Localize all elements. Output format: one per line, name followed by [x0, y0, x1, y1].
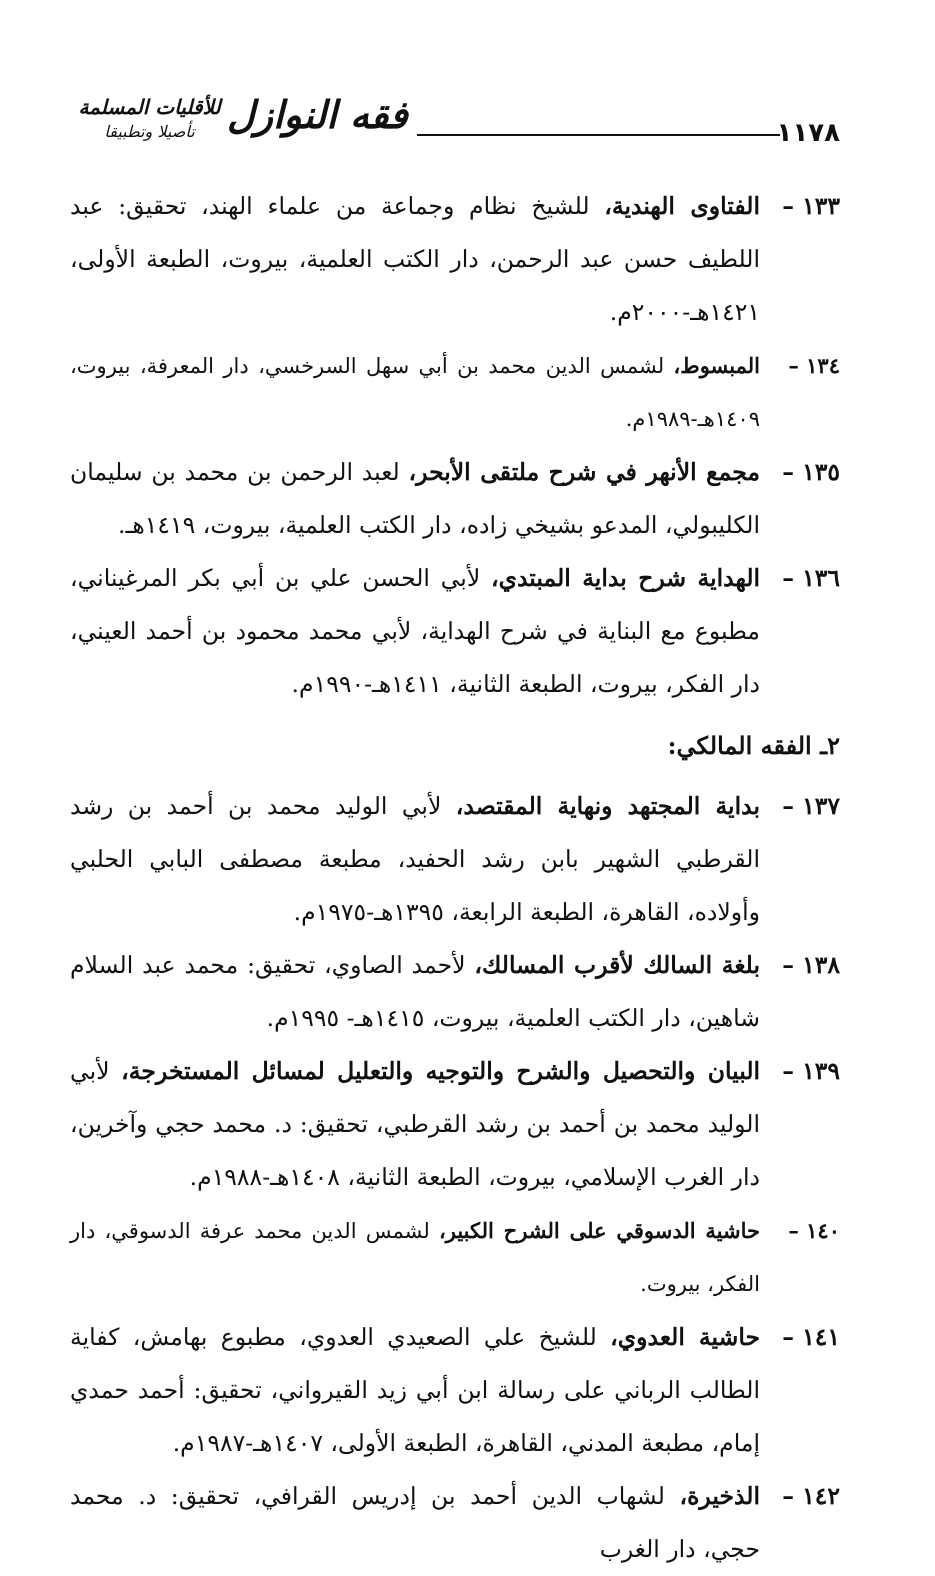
entry-number: ١٣٦ – [782, 564, 840, 592]
entry-text: للشيخ علي الصعيدي العدوي، مطبوع بهامش، كفاية الطالب الرباني على رسالة ابن أبي زيد القيرواني، تحقيق: أحمد حمدي إمام، مطبعة المدني، القاهرة، الطبعة الأولى، ١٤٠٧هـ-١٩٨٧م. [70, 1323, 760, 1457]
bib-entry-135 [70, 446, 840, 552]
entry-number: ١٣٣ – [782, 192, 840, 220]
entry-title: مجمع الأنهر في شرح ملتقى الأبحر، [408, 458, 760, 486]
entry-text: للشيخ نظام وجماعة من علماء الهند، تحقيق: عبد اللطيف حسن عبد الرحمن، دار الكتب العلمية، بيروت، الطبعة الأولى، ١٤٢١هـ-٢٠٠٠م. [70, 192, 760, 326]
entry-title: الفتاوى الهندية، [604, 192, 760, 220]
bib-entry-141 [70, 1311, 840, 1470]
entry-number: ١٣٧ – [782, 792, 840, 820]
entry-number: ١٤٠ – [788, 1218, 840, 1243]
bibliography-list [70, 180, 840, 1576]
bib-entry-137 [70, 780, 840, 939]
entry-title: المبسوط، [673, 353, 760, 378]
bib-entry-138 [70, 939, 840, 1045]
entry-text: لأبي الحسن علي بن أبي بكر المرغيناني، مطبوع مع البناية في شرح الهداية، لأبي محمد محمود بن أحمد العيني، دار الفكر، بيروت، الطبعة الثانية، ١٤١١هـ-١٩٩٠م. [70, 564, 760, 698]
page-number: ١١٧٨ [776, 118, 840, 148]
entry-title: حاشية العدوي، [610, 1323, 761, 1351]
entry-text: لأبي الوليد محمد بن أحمد بن رشد القرطبي، تحقيق: د. محمد حجي وآخرين، دار الغرب الإسلامي، بيروت، الطبعة الثانية، ١٤٠٨هـ-١٩٨٨م. [70, 1057, 760, 1191]
book-subtitle: للأقليات المسلمة [78, 95, 221, 119]
entry-text: لشمس الدين محمد بن أبي سهل السرخسي، دار المعرفة، بيروت، ١٤٠٩هـ-١٩٨٩م. [70, 354, 760, 431]
header-rule [417, 134, 780, 136]
section-heading: ٢ـ الفقه المالكي: [667, 731, 840, 760]
bib-entry-142 [70, 1470, 840, 1576]
entry-text: لعبد الرحمن بن محمد بن سليمان الكليبولي، المدعو بشيخي زاده، دار الكتب العلمية، بيروت، ١٤١٩هـ. [70, 458, 760, 539]
bib-entry-136 [70, 552, 840, 711]
entry-number: ١٣٨ – [782, 951, 840, 979]
entry-title: بداية المجتهد ونهاية المقتصد، [455, 792, 760, 820]
bib-entry-139 [70, 1045, 840, 1204]
entry-title: بلغة السالك لأقرب المسالك، [474, 951, 760, 979]
entry-number: ١٤١ – [782, 1323, 840, 1351]
entry-title: حاشية الدسوقي على الشرح الكبير، [438, 1218, 760, 1243]
entry-text: لأبي الوليد محمد بن أحمد بن رشد القرطبي الشهير بابن رشد الحفيد، مطبعة مصطفى البابي الحلبي وأولاده، القاهرة، الطبعة الرابعة، ١٣٩٥هـ-١٩٧٥م. [70, 792, 760, 926]
entry-number: ١٣٥ – [782, 458, 840, 486]
bib-entry-140 [70, 1204, 840, 1311]
book-tagline: تأصيلا وتطبيقا [104, 122, 195, 141]
entry-text: لأحمد الصاوي، تحقيق: محمد عبد السلام شاهين، دار الكتب العلمية، بيروت، ١٤١٥هـ- ١٩٩٥م. [70, 951, 760, 1032]
book-title: فقه النوازل [227, 92, 408, 137]
entry-title: الذخيرة، [679, 1482, 760, 1510]
entry-title: الهداية شرح بداية المبتدي، [490, 564, 761, 592]
entry-number: ١٣٤ – [788, 353, 840, 378]
bib-entry-134 [70, 339, 840, 446]
entry-number: ١٤٢ – [782, 1482, 840, 1510]
entry-text: لشهاب الدين أحمد بن إدريس القرافي، تحقيق: د. محمد حجي، دار الغرب [70, 1482, 760, 1563]
entry-title: البيان والتحصيل والشرح والتوجيه والتعليل لمسائل المستخرجة، [121, 1057, 761, 1085]
entry-number: ١٣٩ – [782, 1057, 840, 1085]
bib-entry-133 [70, 180, 840, 339]
page-header [72, 82, 840, 162]
entry-text: لشمس الدين محمد عرفة الدسوقي، دار الفكر، بيروت. [70, 1219, 760, 1296]
